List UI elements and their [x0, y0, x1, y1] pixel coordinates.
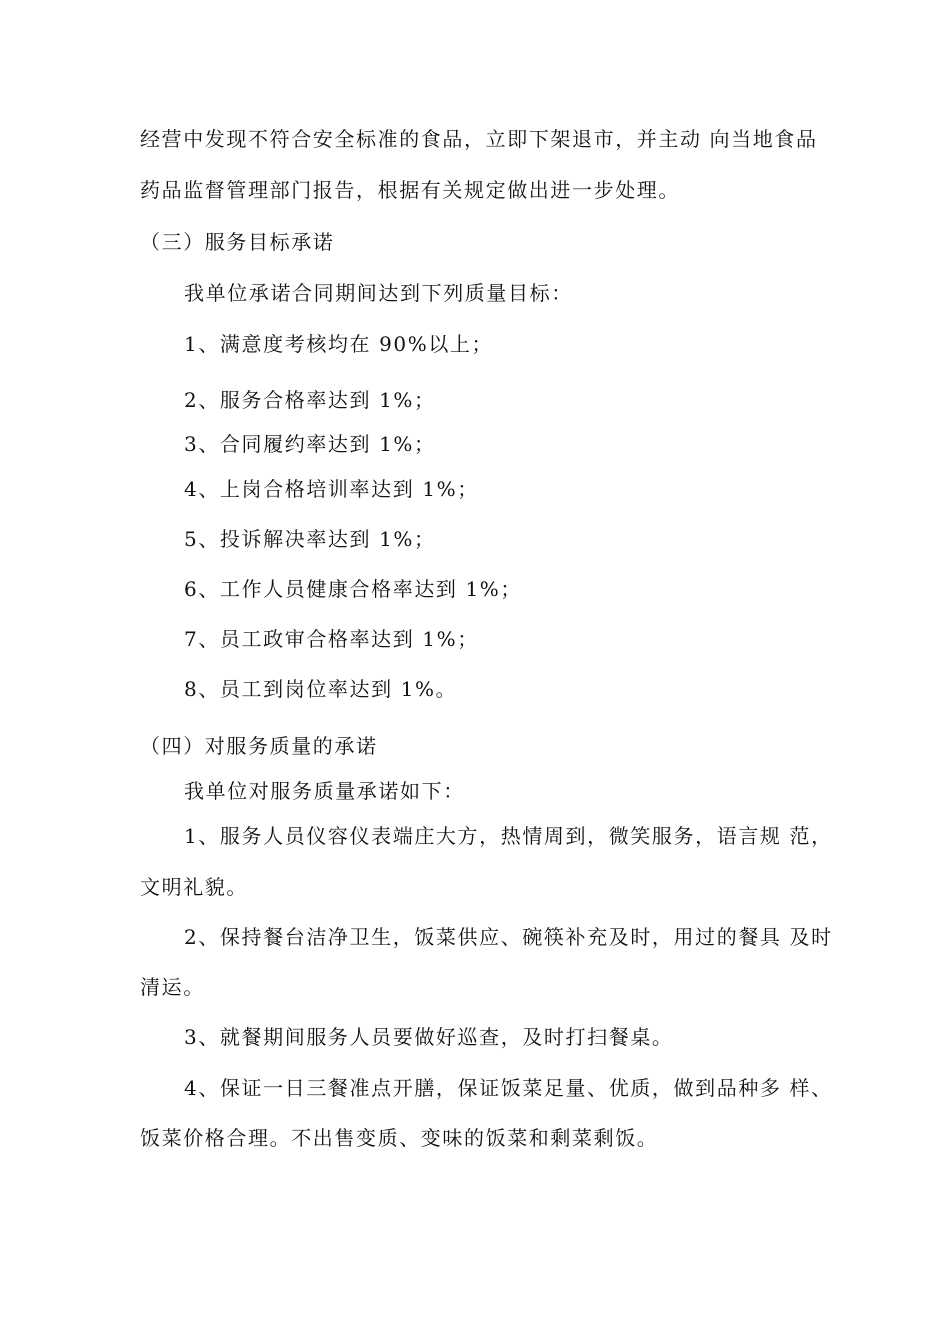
goal-item-8: 8、员工到岗位率达到 1%。 — [184, 677, 458, 701]
goal-item-3: 3、合同履约率达到 1%； — [184, 432, 436, 456]
quality-item-3-line-1: 3、就餐期间服务人员要做好巡查，及时打扫餐桌。 — [184, 1025, 674, 1049]
goal-item-1: 1、满意度考核均在 90%以上； — [184, 332, 494, 356]
intro-line-1: 经营中发现不符合安全标准的食品，立即下架退市，并主动 向当地食品 — [140, 127, 818, 151]
section-3-heading: （三）服务目标承诺 — [140, 230, 335, 254]
goal-item-7: 7、员工政审合格率达到 1%； — [184, 627, 479, 651]
goal-item-2: 2、服务合格率达到 1%； — [184, 388, 436, 412]
quality-item-1-line-1: 1、服务人员仪容仪表端庄大方，热情周到，微笑服务，语言规 范， — [184, 824, 833, 848]
quality-item-4-line-1: 4、保证一日三餐准点开膳，保证饭菜足量、优质，做到品种多 样、 — [184, 1076, 833, 1100]
quality-item-2-line-2: 清运。 — [140, 975, 205, 999]
quality-item-2-line-1: 2、保持餐台洁净卫生，饭菜供应、碗筷补充及时，用过的餐具 及时 — [184, 925, 833, 949]
goal-item-6: 6、工作人员健康合格率达到 1%； — [184, 577, 523, 601]
section-3-lead: 我单位承诺合同期间达到下列质量目标： — [184, 281, 573, 305]
goal-item-4: 4、上岗合格培训率达到 1%； — [184, 477, 479, 501]
goal-item-5: 5、投诉解决率达到 1%； — [184, 527, 436, 551]
quality-item-4-line-2: 饭菜价格合理。不出售变质、变味的饭菜和剩菜剩饭。 — [140, 1126, 659, 1150]
section-4-heading: （四）对服务质量的承诺 — [140, 734, 378, 758]
section-4-lead: 我单位对服务质量承诺如下： — [184, 779, 465, 803]
quality-item-1-line-2: 文明礼貌。 — [140, 875, 248, 899]
intro-line-2: 药品监督管理部门报告，根据有关规定做出进一步处理。 — [140, 178, 680, 202]
